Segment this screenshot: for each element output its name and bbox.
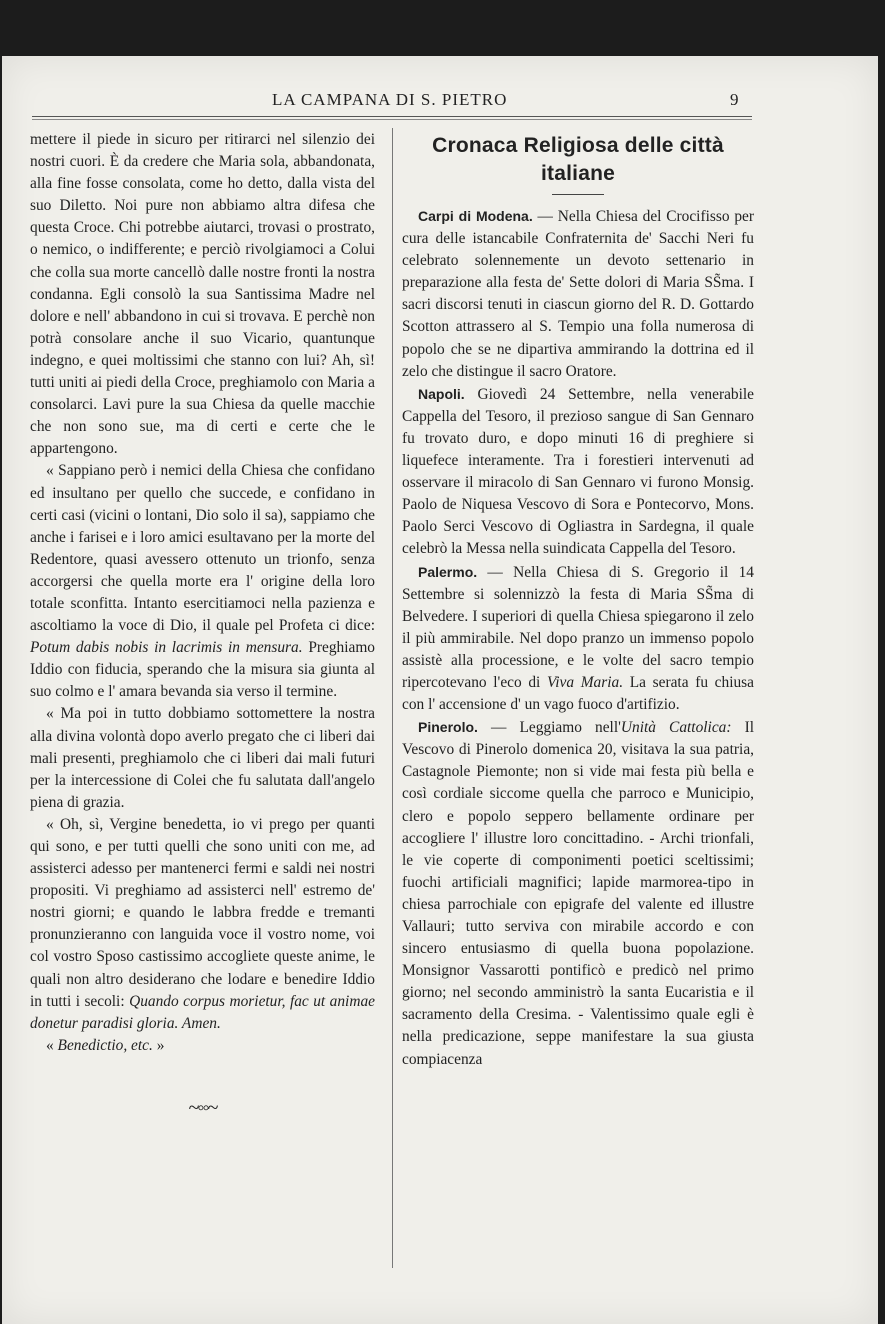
entry-place: Pinerolo. (418, 719, 478, 736)
entry-italic: Unità Cattolica: (620, 719, 732, 737)
paragraph-2-latin: Potum dabis nobis in lacrimis in mensura. (30, 639, 303, 657)
running-title: LA CAMPANA DI S. PIETRO (272, 90, 508, 109)
paragraph-5-latin: Benedictio, etc. (57, 1036, 153, 1054)
paragraph-4-latin: Quando corpus morietur, fac ut animae donetur paradisi gloria. Amen. (30, 992, 375, 1032)
news-entry (402, 205, 754, 383)
paragraph-2-text-a: « Sappiano però i nemici della Chiesa che confidano ed insultano per quello che succede, e confidano in certi casi (vicini o lontani, Dio solo il sa), sappiamo che anche i farisei e i loro amici esultavano per la morte del Redentore, quasi avessero ottenuto un trionfo, senza accorgersi che quella morte era l' origine della loro totale sconfitta. Intanto esercitiamoci nella pazienza e ascoltiamo la voce di Dio, il quale pel Profeta ci dice: (30, 462, 375, 635)
right-column (402, 124, 754, 1071)
entry-text-continued: Il Vescovo di Pinerolo domenica 20, visitava la sua patria, Castagnole Piemonte; non si vide mai festa più bella e così cordiale siccome quella che parroco e Municipio, clero e popolo seppero bellamente ordinare per accogliere l' illustre loro concittadino. - Archi trionfali, le vie coperte di componimenti poetici sceltissimi; fuochi artificiali magnifici; lapide marmorea-tipo in chiesa parrochiale con epigrafe del valente ed illustre Vallauri; tutto serviva con mirabile accordo e con sincero entusiasmo di quella buona popolazione. Monsignor Vassarotti pontificò e predicò nel primo giorno; nel secondo amministrò la santa Eucaristia e il sacramento della Cresima. - Valentissimo quale egli è nella predicazione, seppe manifestare la sua giusta compiacenza (402, 719, 754, 1068)
paragraph-5 (30, 1035, 375, 1057)
entry-italic: Viva Maria. (547, 673, 624, 691)
paragraph-2 (30, 460, 375, 703)
paragraph-5-close: » (152, 1036, 165, 1054)
page-number: 9 (730, 90, 739, 109)
entry-place: Carpi di Modena. (418, 208, 533, 224)
news-entry (402, 383, 754, 561)
paragraph-4-text: « Oh, sì, Vergine benedetta, io vi prego per quanti qui sono, e per tutti quelli che sono uniti con me, ad assisterci adesso per mantenerci fermi e saldi nei nostri propositi. Vi preghiamo ad assisterci nell' estremo de' nostri giorni; e quando le labbra fredde e tremanti pronunzieranno con languida voce il vostro nome, voi col vostro Sposo castissimo accogliete queste anime, le quali non altro desiderano che lodare e benedire Iddio in tutti i secoli: (30, 815, 375, 1010)
header-rule (32, 116, 752, 117)
paragraph-2-text-b: Preghiamo Iddio con fiducia, sperando che la misura sia giunta al suo colmo e l' amara bevanda sia verso il termine. (30, 639, 375, 701)
section-title: Cronaca Religiosa delle città italiane (432, 134, 724, 185)
title-rule (552, 194, 604, 195)
ornament-divider: ~◦◦~ (188, 1096, 217, 1119)
entry-text: — Leggiamo nell' (477, 719, 621, 737)
column-divider (392, 128, 393, 1268)
paragraph-3: « Ma poi in tutto dobbiamo sottomettere la nostra alla divina volontà dopo averlo pregato che ci liberi dai mali presenti, preghiamolo che ci liberi dai mali futuri per la intercessione di Colei che fu salutata dall'angelo piena di grazia. (30, 705, 375, 811)
newspaper-page (2, 56, 878, 1324)
entry-text: — Nella Chiesa di S. Gregorio il 14 Settembre si solennizzò la festa di Maria SS̃ma di Belvedere. I superiori di quella Chiesa spiegarono il zelo il più ammirabile. Nel dopo pranzo un immenso popolo assistè alla processione, e le volte del sacro tempio ripercotevano l'eco di (402, 563, 754, 691)
news-entry (402, 561, 754, 717)
entry-place: Palermo. (418, 563, 478, 580)
paragraph-1: mettere il piede in sicuro per ritirarci nel silenzio dei nostri cuori. È da credere che Maria sola, abbandonata, alla fine fosse consolata, come ho detto, dalla vista del suo Diletto. Noi pure non abbiamo altra difesa che questa Croce. Chi potrebbe aiutarci, trovasi o prostrato, o nemico, o indifferente; e perciò rivolgiamoci a Colui che colla sua morte cancellò dalle nostre fronti la nostra condanna. Egli consolò la sua Santissima Madre nel dolore e nell' abbandono in cui si trovava. E perchè non potrà consolare anche il suo Vicario, quantunque indegno, e quei moltissimi che stanno con lui? Ah, sì! tutti uniti ai piedi della Croce, preghiamolo con Maria a consolarci. Lavi pure la sua Chiesa da quelle macchie che non sono sue, ma di certi e certe che le appartengono. (30, 131, 375, 458)
news-entry (402, 716, 754, 1071)
entry-text-continued: La serata fu chiusa con l' accensione d' un vago fuoco d'artifizio. (402, 673, 754, 714)
entry-text: Giovedì 24 Settembre, nella venerabile Cappella del Tesoro, il prezioso sangue di San Gennaro fu trovato duro, e dopo minuti 16 di preghiere si liquefece interamente. Tra i forestieri intervenuti ad osservare il miracolo di San Gennaro vi furono Monsig. Paolo de Niquesa Vescovo di Sora e Pontecorvo, Mons. Paolo Serci Vescovo di Ogliastra in Sardegna, il quale celebrò la Messa nella suindicata Cappella del Tesoro. (402, 385, 754, 558)
paragraph-4 (30, 814, 375, 1035)
left-column (30, 129, 375, 1119)
header-rule-secondary (32, 119, 752, 120)
entry-text: — Nella Chiesa del Crocifisso per cura delle istancabile Confraternita de' Sacchi Neri fu celebrato solennemente un devoto settenario in preparazione alla festa de' Sette dolori di Maria SS̃ma. I sacri discorsi tenuti in ciascun giorno del R. D. Gottardo Scotton attrassero al S. Tempio una folla numerosa di popolo che se ne dipartiva ammirando la dottrina ed il zelo che distingue il sacro Oratore. (402, 208, 754, 380)
page-header (2, 90, 878, 114)
paragraph-5-open: « (46, 1036, 58, 1054)
entry-place: Napoli. (418, 385, 465, 402)
